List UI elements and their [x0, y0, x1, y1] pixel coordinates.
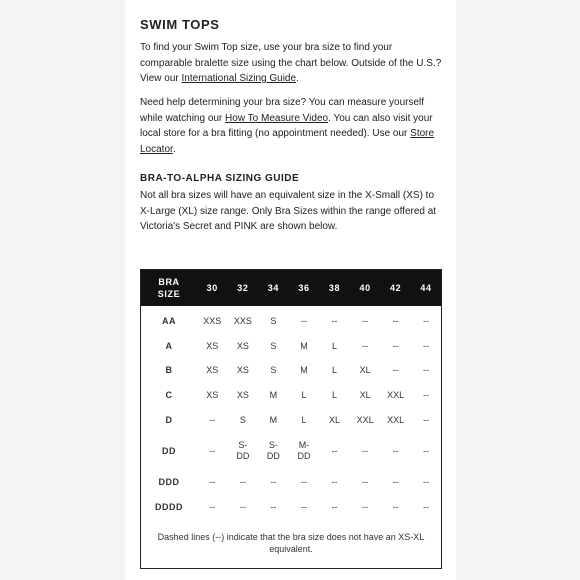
bra-size-header [141, 270, 198, 307]
alpha-size-cell: S [270, 340, 277, 351]
alpha-size-cell: XS [236, 340, 249, 351]
table-row [141, 334, 442, 359]
how-to-measure-video-link[interactable]: How To Measure Video [225, 112, 329, 124]
alpha-size-cell: -- [392, 340, 399, 351]
alpha-size-cell: -- [422, 315, 429, 326]
alpha-size-cell: -- [362, 340, 369, 351]
alpha-size-cell: M [300, 365, 308, 376]
alpha-size-cell: -- [209, 476, 216, 487]
band-size-header: 34 [258, 270, 289, 307]
alpha-size-cell: -- [362, 445, 369, 456]
alpha-size-cell: -- [270, 476, 277, 487]
alpha-size-cell: -- [331, 445, 338, 456]
alpha-size-cell: S [239, 415, 246, 426]
cup-size-cell: DDD [158, 476, 180, 487]
help-text-middle: . You can also visit your local store for a bra fitting (no appointment needed). Use our [140, 112, 433, 139]
cup-size-cell: DD [162, 445, 176, 456]
alpha-size-cell: -- [422, 365, 429, 376]
alpha-size-cell: S- DD [266, 440, 280, 462]
alpha-size-cell: XS [206, 365, 219, 376]
alpha-size-cell: XL [329, 415, 341, 426]
table-header-row [141, 270, 442, 307]
alpha-size-cell: XL [359, 365, 371, 376]
alpha-size-cell: -- [239, 501, 246, 512]
help-text-end: . [172, 143, 176, 155]
cup-size-cell: A [165, 340, 173, 351]
help-paragraph [140, 95, 442, 157]
table-footnote: Dashed lines (--) indicate that the bra size does not have an XS-XL equivalent. [157, 531, 425, 555]
alpha-size-cell: L [332, 340, 338, 351]
table-row [141, 495, 442, 520]
alpha-size-cell: -- [239, 476, 246, 487]
guide-title: BRA-TO-ALPHA SIZING GUIDE [140, 173, 300, 184]
alpha-size-cell: XXL [387, 390, 405, 401]
alpha-size-cell: -- [331, 315, 338, 326]
band-size-header: 42 [380, 270, 411, 307]
alpha-size-cell: -- [422, 501, 429, 512]
alpha-size-cell: -- [392, 445, 399, 456]
alpha-size-cell: XS [206, 390, 219, 401]
alpha-size-cell: XXL [387, 415, 405, 426]
alpha-size-cell: -- [422, 340, 429, 351]
alpha-size-cell: M [269, 390, 278, 401]
cup-size-cell: B [165, 365, 173, 376]
alpha-size-cell: XS [206, 340, 219, 351]
band-size-header: 30 [197, 270, 228, 307]
alpha-size-cell: -- [422, 390, 429, 401]
cup-size-cell: DDDD [155, 501, 183, 512]
cup-size-cell: AA [162, 315, 176, 326]
international-sizing-guide-link[interactable]: International Sizing Guide [181, 73, 297, 84]
bra-size-table [140, 269, 442, 569]
intro-text: To find your Swim Top size, use your bra size to find your comparable bralette size using the chart below. Outside of the U.S.? View our [140, 42, 442, 84]
alpha-size-cell: L [332, 365, 338, 376]
alpha-size-cell: -- [392, 476, 399, 487]
alpha-size-cell: XXS [233, 315, 252, 326]
alpha-size-cell: S [270, 315, 277, 326]
alpha-size-cell: -- [300, 476, 307, 487]
alpha-size-cell: L [332, 390, 338, 401]
table-row [141, 383, 442, 408]
table-row [141, 408, 442, 433]
alpha-size-cell: -- [392, 315, 399, 326]
cup-size-cell: C [165, 390, 173, 401]
alpha-size-cell: -- [209, 445, 216, 456]
alpha-size-cell: -- [331, 501, 338, 512]
intro-text-end: . [296, 73, 299, 84]
band-size-header: 38 [319, 270, 350, 307]
alpha-size-cell: -- [270, 501, 277, 512]
band-size-header: 36 [289, 270, 320, 307]
alpha-size-cell: -- [331, 476, 338, 487]
table-row [141, 433, 442, 470]
guide-description: Not all bra sizes will have an equivalent size in the X-Small (XS) to X-Large (XL) size range. Only Bra Sizes within the range offered at Victoria's Secret and PINK are shown below. [140, 190, 437, 232]
alpha-size-cell: S [270, 365, 277, 376]
alpha-size-cell: L [301, 390, 307, 401]
alpha-size-cell: -- [362, 501, 369, 512]
table-row [141, 306, 442, 334]
alpha-size-cell: L [301, 415, 307, 426]
table-row [141, 359, 442, 384]
alpha-size-cell: -- [209, 501, 216, 512]
alpha-size-cell: -- [300, 315, 307, 326]
alpha-size-cell: -- [422, 415, 429, 426]
alpha-size-cell: -- [392, 365, 399, 376]
table-footnote-row [141, 520, 442, 569]
alpha-size-cell: -- [209, 415, 216, 426]
intro-paragraph [140, 40, 442, 87]
store-locator-link[interactable]: Store Locator [140, 128, 435, 155]
size-guide-page [125, 0, 456, 580]
alpha-size-cell: -- [422, 445, 429, 456]
alpha-size-cell: -- [300, 501, 307, 512]
alpha-size-cell: -- [392, 501, 399, 512]
band-size-header: 44 [411, 270, 442, 307]
alpha-size-cell: M- DD [297, 440, 311, 462]
table-row [141, 470, 442, 495]
band-size-header: 32 [228, 270, 259, 307]
alpha-size-cell: XL [359, 390, 371, 401]
alpha-size-cell: M [269, 415, 278, 426]
alpha-size-cell: -- [362, 315, 369, 326]
band-size-header: 40 [350, 270, 381, 307]
page-title: SWIM TOPS [140, 17, 220, 32]
alpha-size-cell: -- [422, 476, 429, 487]
alpha-size-cell: -- [362, 476, 369, 487]
alpha-size-cell: XXL [356, 415, 374, 426]
alpha-size-cell: XS [236, 365, 249, 376]
alpha-size-cell: M [300, 340, 308, 351]
bra-size-header-line1: BRA [158, 277, 180, 287]
alpha-size-cell: S- DD [236, 440, 250, 462]
alpha-size-cell: XS [236, 390, 249, 401]
help-text: Need help determining your bra size? You can measure yourself while watching our [140, 97, 425, 124]
bra-size-header-line2: SIZE [157, 289, 181, 299]
cup-size-cell: D [165, 415, 173, 426]
table-body [141, 306, 442, 520]
alpha-size-cell: XXS [203, 315, 222, 326]
